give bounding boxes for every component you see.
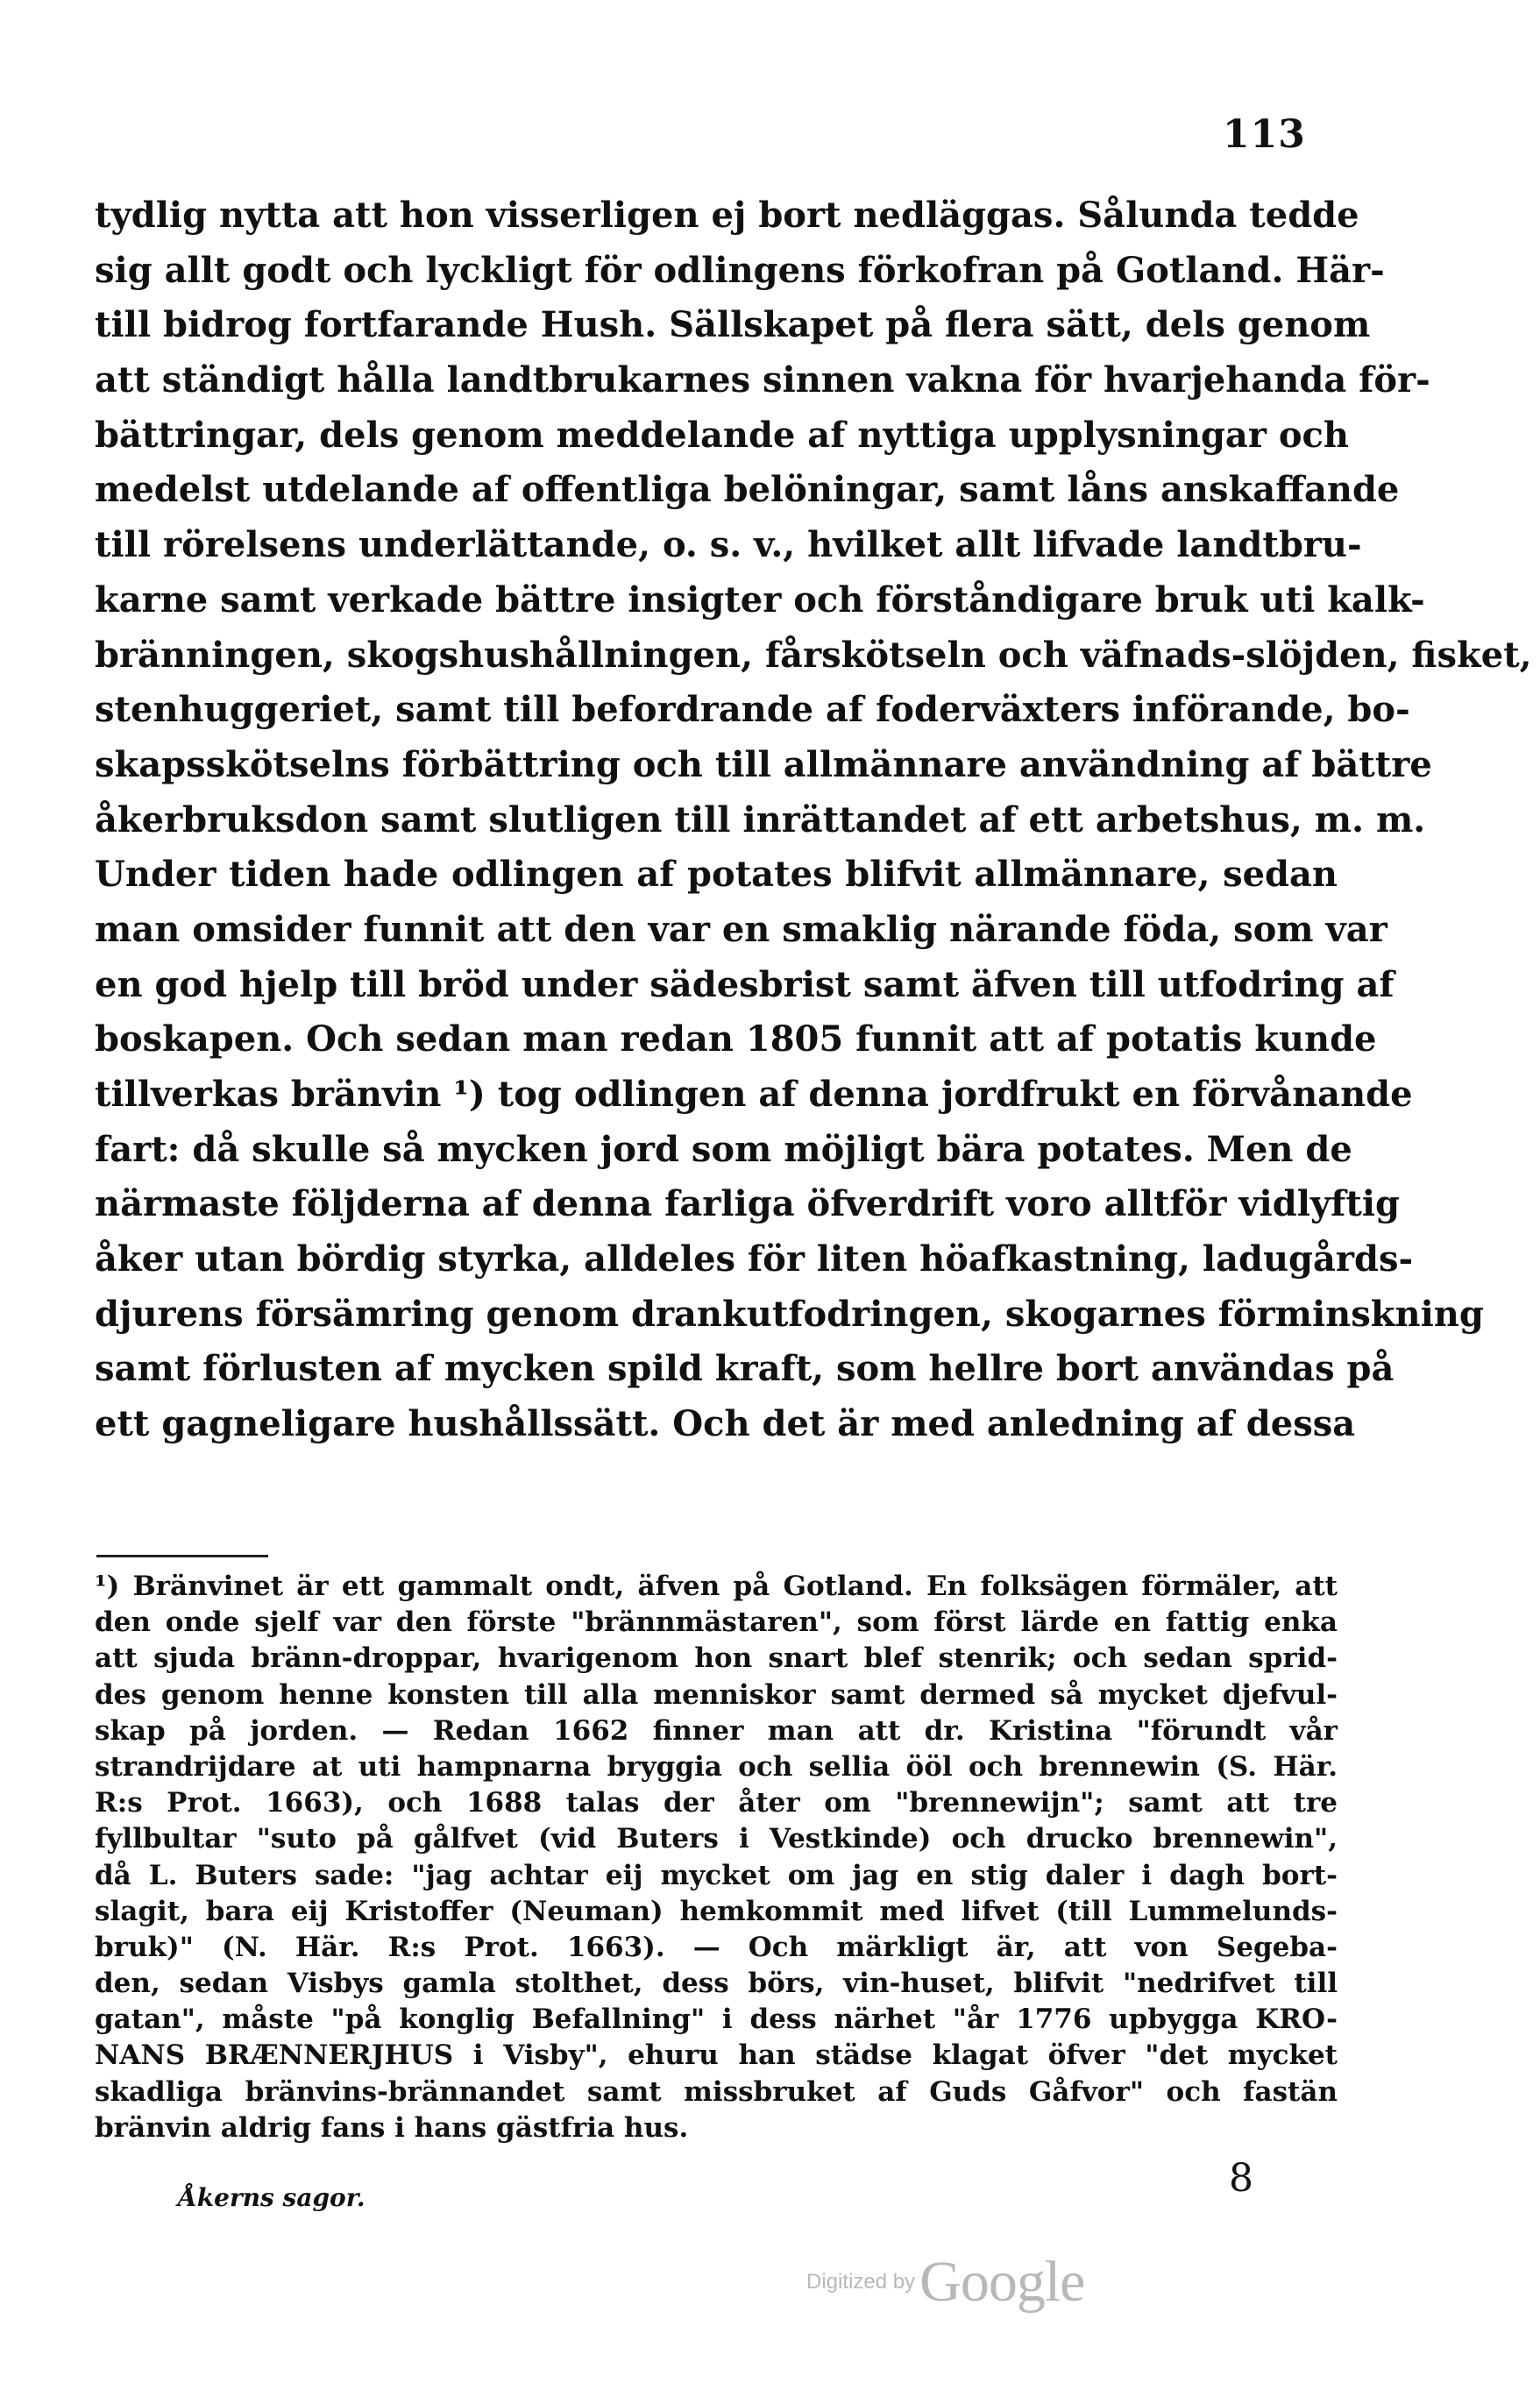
text-line: karne samt verkade bättre insigter och förståndigare bruk uti kalk- [95, 578, 1425, 621]
footnote-line: den onde sjelf var den förste "brännmästaren", som först lärde en fattig enka [95, 1606, 1338, 1639]
footnote-line: skap på jorden. — Redan 1662 finner man att dr. Kristina "förundt vår [95, 1714, 1338, 1747]
text-line: Under tiden hade odlingen af potates blifvit allmännare, sedan [95, 854, 1338, 896]
footnote-line: gatan", måste "på konglig Befallning" i dess närhet "år 1776 upbygga KRO- [95, 2004, 1338, 2036]
footnote-line: fyllbultar "suto på gålfvet (vid Buters i Vestkinde) och drucko brennewin", [95, 1823, 1338, 1855]
watermark-prefix: Digitized by [806, 2270, 916, 2294]
footnote-line: då L. Buters sade: "jag achtar eij mycket om jag en stig daler i dagh bort- [95, 1859, 1338, 1891]
text-line: medelst utdelande af offentliga belöningar, samt låns anskaffande [95, 469, 1400, 511]
text-line: stenhuggeriet, samt till befordrande af foderväxters införande, bo- [95, 689, 1410, 731]
text-line: fart: då skulle så mycken jord som möjligt bära potates. Men de [95, 1128, 1352, 1170]
footnote-divider [96, 1555, 268, 1557]
footnote-line: des genom henne konsten till alla menniskor samt dermed så mycket djefvul- [95, 1678, 1338, 1711]
main-text-block [95, 188, 1532, 1452]
footnote-line: skadliga bränvins-brännandet samt missbruket af Guds Gåfvor" och fastän [95, 2075, 1338, 2108]
footnote-line: strandrijdare at uti hampnarna bryggia och sellia ööl och brennewin (S. Här. [95, 1750, 1338, 1783]
watermark-brand: Google [919, 2250, 1085, 2314]
footnote-line: R:s Prot. 1663), och 1688 talas der åter om "brennewijn"; samt att tre [95, 1787, 1338, 1819]
text-line: åkerbruksdon samt slutligen till inrättandet af ett arbetshus, m. m. [95, 798, 1426, 840]
text-line: man omsider funnit att den var en smaklig närande föda, som var [95, 908, 1387, 950]
text-line: tillverkas bränvin ¹) tog odlingen af denna jordfrukt en förvånande [95, 1074, 1413, 1115]
sheet-number: 8 [1229, 2156, 1253, 2201]
footnote-line: slagit, bara eij Kristoffer (Neuman) hemkommit med lifvet (till Lummelunds- [95, 1895, 1338, 1927]
text-line: tydlig nytta att hon visserligen ej bort nedläggas. Sålunda tedde [95, 195, 1359, 236]
footnote-line: bränvin aldrig fans i hans gästfria hus. [95, 2111, 689, 2144]
digitized-watermark [806, 2249, 1084, 2316]
signature-mark: Åkerns sagor. [178, 2183, 365, 2212]
footnote-line: bruk)" (N. Här. R:s Prot. 1663). — Och märkligt är, att von Segeba- [95, 1931, 1338, 1963]
footnote-line: att sjuda bränn-droppar, hvarigenom hon snart blef stenrik; och sedan sprid- [95, 1642, 1338, 1675]
text-line: djurens försämring genom drankutfodringen, skogarnes förminskning [95, 1293, 1484, 1335]
text-line: samt förlusten af mycken spild kraft, som hellre bort användas på [95, 1348, 1395, 1390]
text-line: sig allt godt och lyckligt för odlingens förkofran på Gotland. Här- [95, 249, 1385, 291]
text-line: till rörelsens underlättande, o. s. v., hvilket allt lifvade landtbru- [95, 524, 1362, 566]
text-line: närmaste följderna af denna farliga öfverdrift voro alltför vidlyftig [95, 1183, 1401, 1225]
footnote-line: ¹) Bränvinet är ett gammalt ondt, äfven på Gotland. En folksägen förmäler, att [95, 1571, 1338, 1602]
text-line: en god hjelp till bröd under sädesbrist samt äfven till utfodring af [95, 963, 1395, 1005]
text-line: bättringar, dels genom meddelande af nyttiga upplysningar och [95, 414, 1349, 456]
text-line: ett gagneligare hushållssätt. Och det är med anledning af dessa [95, 1403, 1356, 1445]
footnote-block [95, 1569, 1338, 2146]
footnote-line: den, sedan Visbys gamla stolthet, dess börs, vin-huset, blifvit "nedrifvet till [95, 1968, 1338, 2000]
text-line: att ständigt hålla landtbrukarnes sinnen vakna för hvarjehanda för- [95, 359, 1430, 401]
page-number: 113 [1223, 112, 1306, 157]
text-line: skapsskötselns förbättring och till allmännare användning af bättre [95, 743, 1432, 785]
text-line: bränningen, skogshushållningen, fårskötseln och väfnads-slöjden, fisket, [95, 634, 1532, 676]
text-line: åker utan bördig styrka, alldeles för liten höafkastning, ladugårds- [95, 1238, 1414, 1280]
text-line: till bidrog fortfarande Hush. Sällskapet på flera sätt, dels genom [95, 304, 1371, 346]
footnote-line: NANS BRÆNNERJHUS i Visby", ehuru han städse klagat öfver "det mycket [95, 2039, 1338, 2072]
text-line: boskapen. Och sedan man redan 1805 funnit att af potatis kunde [95, 1018, 1377, 1060]
